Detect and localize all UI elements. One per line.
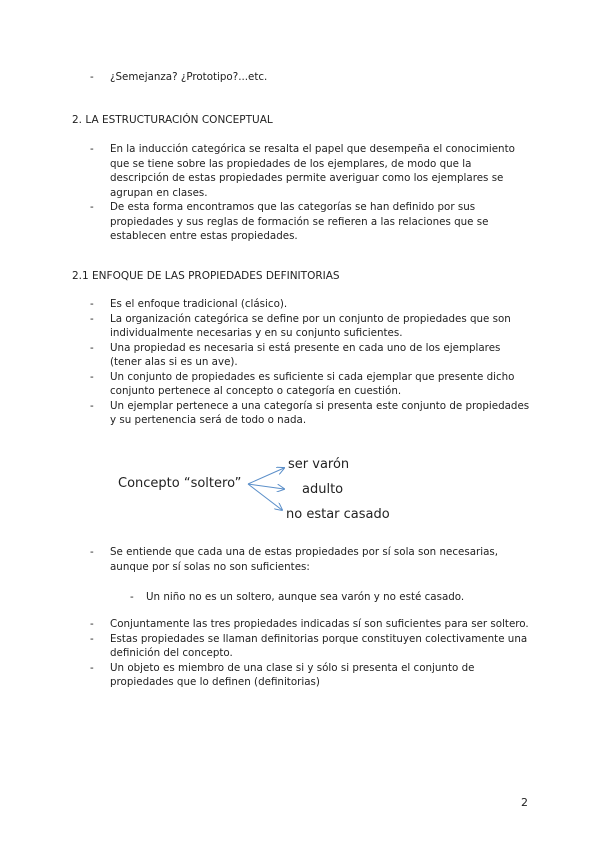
list-item: - De esta forma encontramos que las categorías se han definido por sus propiedades y sus reglas de formación se refieren a las relaciones que se establecen entre estas propiedades.: [90, 200, 530, 244]
list-item: - La organización categórica se define por un conjunto de propiedades que son individualmente necesarias y en su conjunto suficientes.: [90, 312, 530, 341]
concept-diagram: [110, 448, 410, 528]
list-item: - En la inducción categórica se resalta el papel que desempeña el conocimiento que se tiene sobre las propiedades de los ejemplares, de modo que la descripción de estas propiedades permite averiguar como los ejemplares se agrupan en clases.: [90, 142, 530, 200]
list-item: - Estas propiedades se llaman definitorias porque constituyen colectivamente una definición del concepto.: [90, 632, 530, 661]
list-item: - Se entiende que cada una de estas propiedades por sí sola son necesarias, aunque por sí solas no son suficientes:: [90, 545, 530, 574]
section2-list: [90, 142, 530, 244]
diagram-arrow: [248, 468, 284, 484]
list-item: - ¿Semejanza? ¿Prototipo?...etc.: [90, 70, 530, 85]
diagram-concept-label: Concepto “soltero”: [118, 476, 242, 491]
list-item: - Un conjunto de propiedades es suficiente si cada ejemplar que presente dicho conjunto pertenece al concepto o categoría en cuestión.: [90, 370, 530, 399]
diagram-property-label: ser varón: [288, 457, 350, 472]
diagram-property-label: no estar casado: [286, 507, 390, 522]
intro-list: [90, 70, 530, 85]
diagram-property-label: adulto: [302, 482, 344, 497]
list-item: - Un niño no es un soltero, aunque sea varón y no esté casado.: [130, 590, 550, 605]
after-diagram-list: [90, 545, 530, 574]
list-item: - Un ejemplar pertenece a una categoría si presenta este conjunto de propiedades y su pertenencia será de todo o nada.: [90, 399, 530, 428]
final-list: [90, 617, 530, 690]
sub-list: [130, 590, 550, 605]
section-heading-propiedades-definitorias: 2.1 ENFOQUE DE LAS PROPIEDADES DEFINITORIAS: [72, 270, 340, 282]
section-heading-estructuracion: 2. LA ESTRUCTURACIÓN CONCEPTUAL: [72, 114, 273, 126]
list-item: - Un objeto es miembro de una clase si y sólo si presenta el conjunto de propiedades que lo definen (definitorias): [90, 661, 530, 690]
list-item: - Conjuntamente las tres propiedades indicadas sí son suficientes para ser soltero.: [90, 617, 530, 632]
section21-list: [90, 297, 530, 428]
list-item: - Una propiedad es necesaria si está presente en cada uno de los ejemplares (tener alas si es un ave).: [90, 341, 530, 370]
list-item: - Es el enfoque tradicional (clásico).: [90, 297, 530, 312]
page-number: 2: [521, 796, 528, 809]
